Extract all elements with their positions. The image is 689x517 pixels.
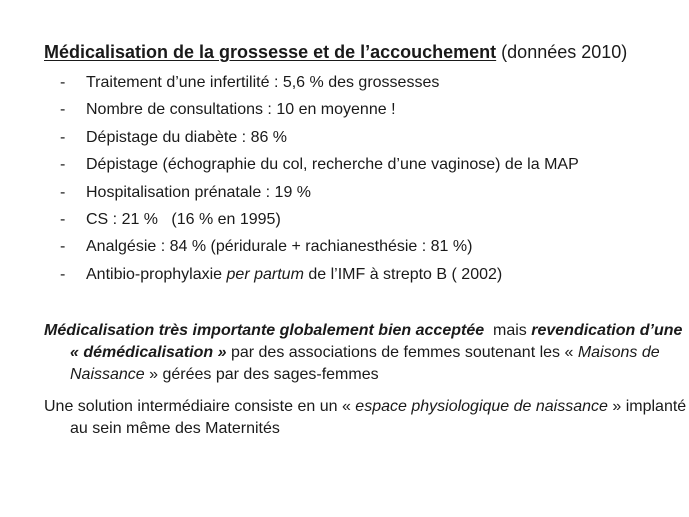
- paragraph-emphasis: Médicalisation très importante globalement bien acceptée: [44, 322, 485, 339]
- paragraph-text: par des associations de femmes soutenant les «: [226, 344, 578, 361]
- title-main: Médicalisation de la grossesse et de l’accouchement: [44, 42, 497, 62]
- list-item-text-pre: Antibio-prophylaxie: [86, 265, 227, 283]
- paragraph-solution: [44, 396, 689, 440]
- slide-title: [44, 40, 627, 64]
- title-suffix: (données 2010): [496, 42, 628, 62]
- list-item-text: Dépistage (échographie du col, recherche d’une vaginose) de la MAP: [86, 156, 579, 174]
- bullet-dash: -: [60, 210, 66, 228]
- paragraph-emphasis: revendication d’une « démédicalisation »: [70, 322, 683, 361]
- paragraph-italic: espace physiologique de naissance: [355, 398, 608, 415]
- bullet-dash: -: [60, 156, 66, 174]
- list-item-text: Dépistage du diabète : 86 %: [86, 128, 288, 146]
- list-item-text: Traitement d’une infertilité : 5,6 % des grossesses: [86, 74, 440, 91]
- list-item: [60, 182, 579, 209]
- paragraph-text: mais: [484, 322, 532, 339]
- paragraph-medicalisation: [44, 320, 689, 386]
- paragraph-italic: Maisons de Naissance: [70, 344, 660, 383]
- paragraph-text: » gérées par des sages-femmes: [144, 366, 379, 383]
- bullet-list: [60, 72, 579, 291]
- list-item-text: Analgésie : 84 % (péridurale + rachianesthésie : 81 %): [86, 238, 473, 256]
- bullet-dash: -: [60, 183, 66, 201]
- list-item-text-post: de l’IMF à strepto B ( 2002): [303, 265, 503, 283]
- list-item-text: Nombre de consultations : 10 en moyenne !: [86, 101, 396, 119]
- list-item: [60, 236, 579, 263]
- list-item: [60, 72, 579, 99]
- bullet-dash: -: [60, 238, 66, 256]
- paragraph-text: Une solution intermédiaire consiste en un «: [44, 398, 356, 415]
- list-item: [60, 99, 579, 126]
- list-item: [60, 209, 579, 236]
- list-item-text: Hospitalisation prénatale : 19 %: [86, 183, 312, 201]
- bullet-dash: -: [60, 265, 66, 283]
- list-item-text: CS : 21 % (16 % en 1995): [86, 210, 281, 228]
- list-item-text-italic: per partum: [226, 265, 304, 283]
- bullet-dash: -: [60, 128, 66, 146]
- paragraph-text: » implanté au sein même des Maternités: [70, 398, 687, 437]
- list-item: [60, 264, 579, 291]
- bullet-dash: -: [60, 74, 66, 91]
- list-item: [60, 127, 579, 154]
- list-item-text: [86, 264, 502, 291]
- bullet-dash: -: [60, 101, 66, 119]
- list-item: [60, 154, 579, 181]
